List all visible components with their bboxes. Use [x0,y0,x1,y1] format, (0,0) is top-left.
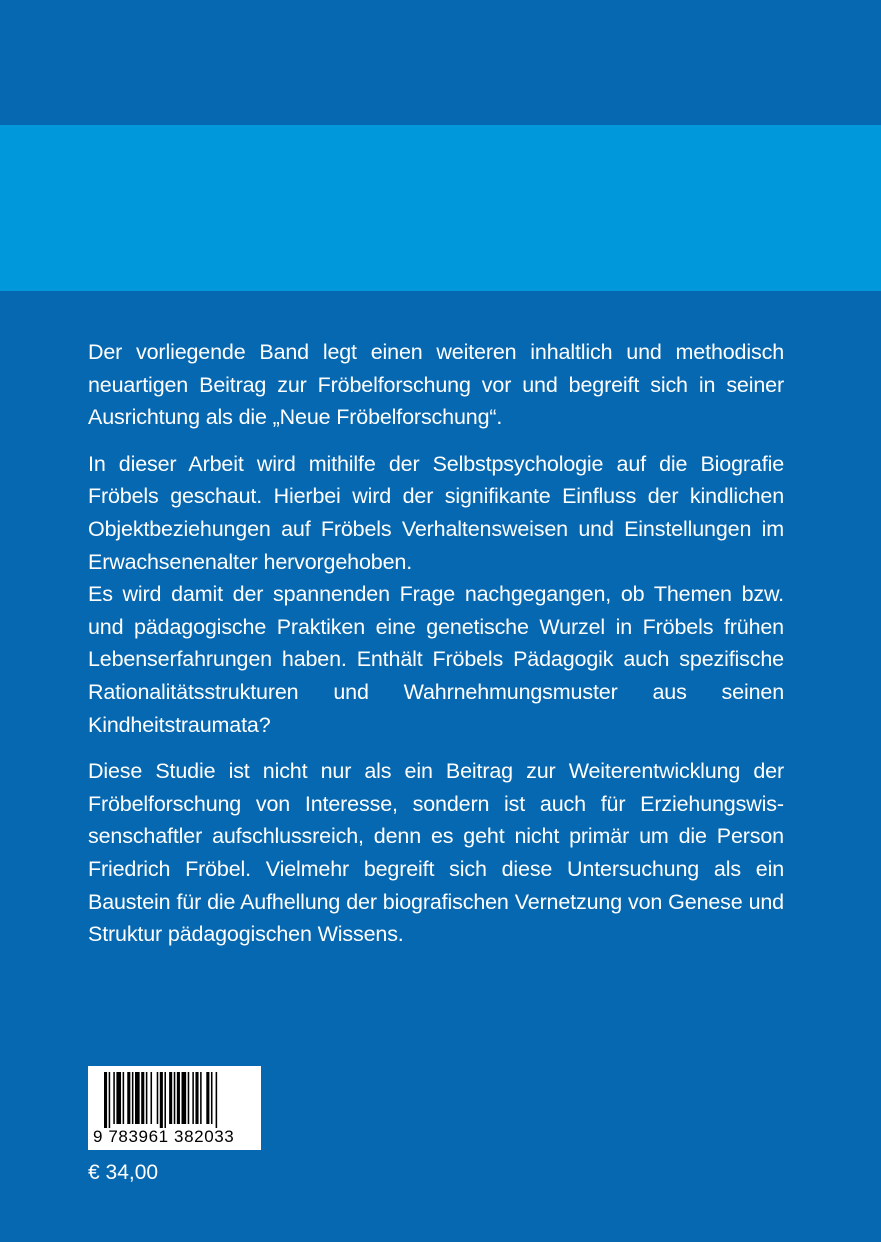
blurb-paragraph-3: Es wird damit der spannenden Frage nachgegangen, ob Themen bzw. und pädagogische Praktiken eine genetische Wurzel in Fröbels frühen Lebenserfahrungen haben. Enthält Fröbels Pädagogik auch spezifische Rationalitätsstrukturen und Wahrnehmungsmuster aus seinen Kindheitstraumata? [88,582,784,737]
barcode-bar [157,1072,159,1124]
barcode-bar [151,1072,153,1124]
price: € 34,00 [88,1161,159,1184]
barcode-bar [104,1072,107,1128]
barcode-bar [200,1072,202,1124]
barcode-bar [211,1072,213,1124]
back-cover-blurb [88,336,784,951]
barcode-bar [160,1072,163,1128]
barcode-bar [216,1072,218,1128]
barcode-bar [177,1072,180,1124]
barcode-bar [188,1072,190,1124]
barcode-bar [195,1072,198,1124]
barcode-bar [116,1072,121,1124]
light-blue-band [0,125,881,291]
barcode-bar [123,1072,125,1124]
barcode-bar [135,1072,140,1124]
top-color-band [0,0,881,125]
isbn-digits: 9 783961 382033 [93,1127,235,1146]
isbn-barcode [88,1066,261,1150]
barcode-bars [88,1066,261,1128]
barcode-bar [192,1072,194,1124]
blurb-paragraph-2: In dieser Arbeit wird mithilfe der Selbstpsychologie auf die Biografie Fröbels geschaut. Hierbei wird der signifikante Einfluss der kindlichen Objektbeziehungen auf Fröbels Verhaltensweisen und Einstellungen im Erwachsenenalter hervorgehoben. [88,451,784,574]
barcode-bar [141,1072,144,1124]
barcode-bar [146,1072,148,1124]
barcode-bar [174,1072,176,1124]
barcode-bar [109,1072,111,1128]
barcode-bar [169,1072,172,1124]
blurb-paragraph-4: Diese Studie ist nicht nur als ein Beitrag zur Weiterentwicklung der Fröbelforschung von Interesse, sondern ist auch für Erziehungswissenschaftler aufschlussreich, denn es geht nicht primär um die Person Friedrich Fröbel. Vielmehr begreift sich diese Untersuchung als ein Baustein für die Aufhellung der biografischen Vernetzung von Genese und Struktur pädagogischen Wissens. [88,759,784,947]
blurb-paragraph-1: Der vorliegende Band legt einen weiteren inhaltlich und methodisch neuartigen Beitrag zur Fröbelforschung vor und begreift sich in seiner Ausrichtung als die „Neue Fröbelforschung“. [88,340,784,430]
barcode-bar [206,1072,209,1124]
barcode-bar [132,1072,134,1124]
barcode-bar [113,1072,115,1124]
barcode-bar [127,1072,130,1124]
barcode-bar [164,1072,166,1128]
barcode-bar [182,1072,187,1124]
